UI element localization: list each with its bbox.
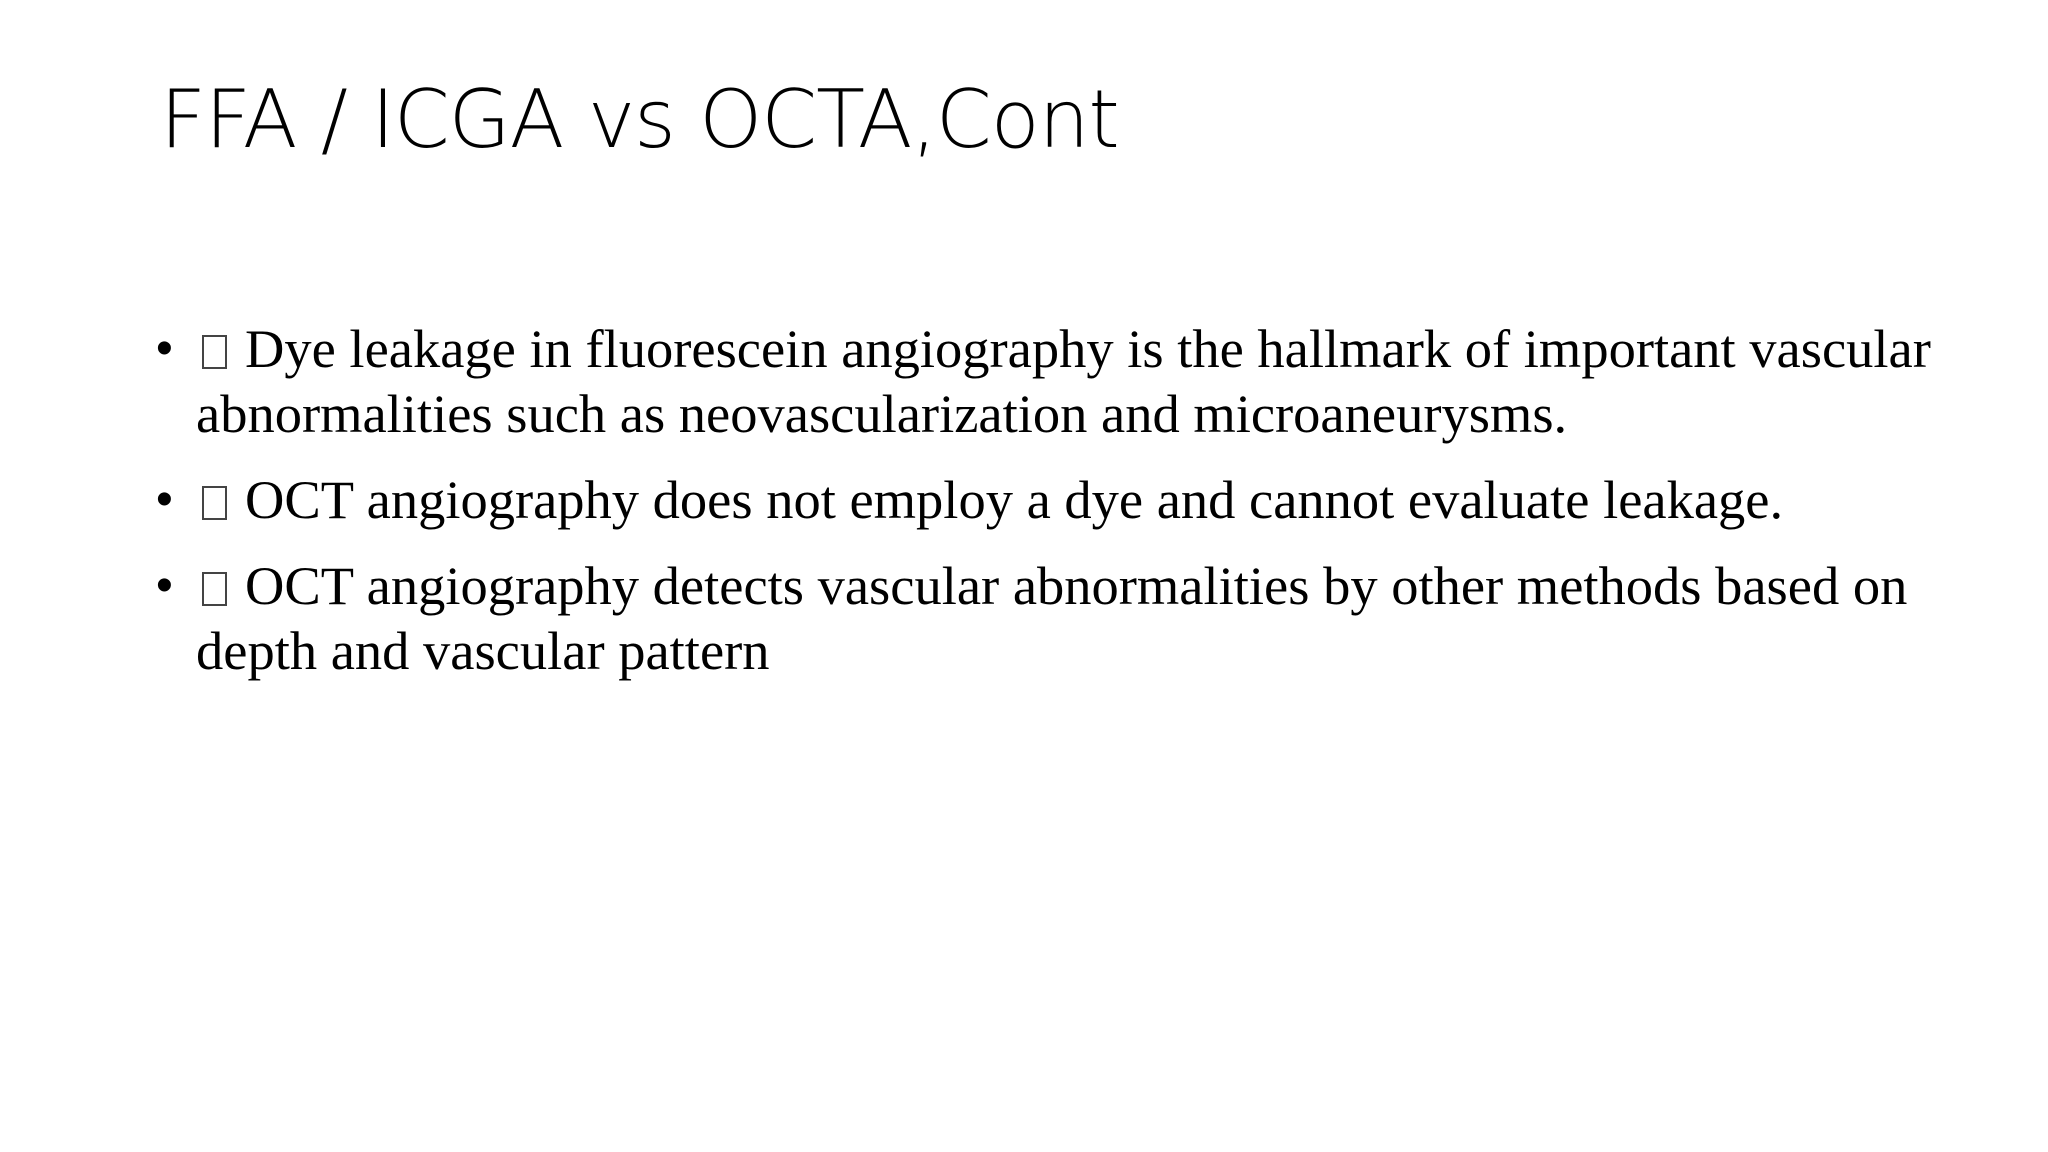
list-item [156,553,1946,683]
bullet-text: Dye leakage in fluorescein angiography is the hallmark of important vascular abnormalities such as neovascularization and microaneurysms. [196,318,1931,444]
bullet-text: OCT angiography detects vascular abnormalities by other methods based on depth and vascular pattern [196,555,1908,681]
bullet-text: OCT angiography does not employ a dye and cannot evaluate leakage. [245,469,1784,530]
missing-glyph-box-icon [202,486,227,520]
slide-title: FFA / ICGA vs OCTA,Cont [160,73,1119,166]
bullet-list [156,316,1946,704]
bullet-dot-icon: • [156,473,173,526]
list-item [156,316,1946,446]
missing-glyph-box-icon [202,572,227,606]
bullet-dot-icon: • [156,559,173,612]
bullet-dot-icon: • [156,322,173,375]
missing-glyph-box-icon [202,335,227,369]
list-item [156,467,1946,532]
